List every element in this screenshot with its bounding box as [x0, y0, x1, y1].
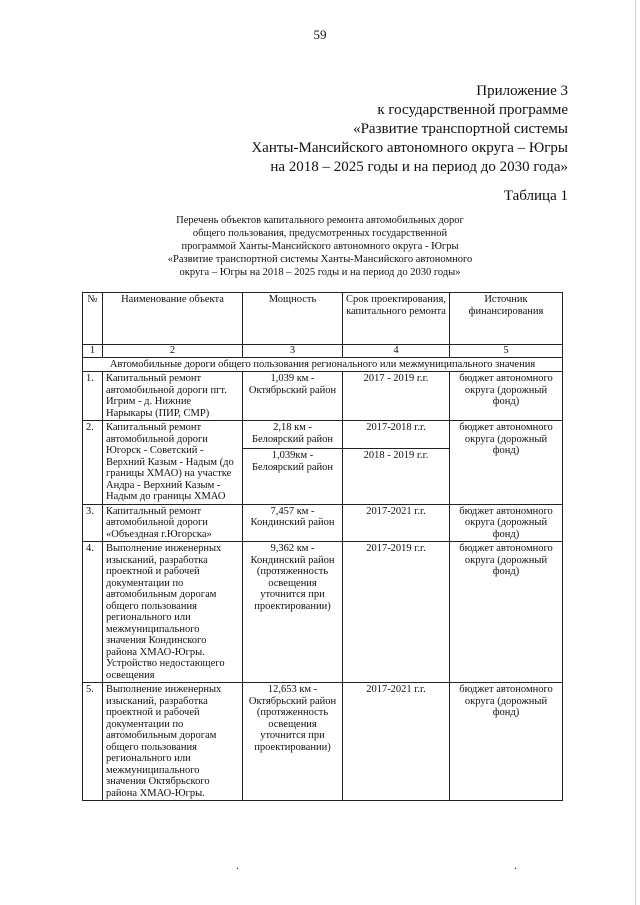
footer-mark: .	[514, 858, 517, 872]
appendix-line: «Развитие транспортной системы	[353, 121, 568, 137]
column-number: 2	[103, 345, 243, 358]
object-funding-source: бюджет автономного округа (дорожный фонд)	[450, 504, 563, 542]
object-term-split	[343, 421, 450, 505]
column-number: 1	[83, 345, 103, 358]
object-capacity-part: 1,039км - Белоярский район	[251, 450, 334, 473]
object-name: Выполнение инженерных изысканий, разработка проектной и рабочей документации по автомобильным дорогам общего пользования регионального или межмуниципального значения Кондинского района ХМАО-Югры. Устройство недостающего освещения	[103, 542, 243, 683]
column-number-row	[83, 345, 563, 358]
object-term-part: 2018 - 2019 г.г.	[363, 450, 429, 461]
appendix-line: к государственной программе	[377, 102, 568, 118]
object-term: 2017-2019 г.г.	[343, 542, 450, 683]
appendix-line: Приложение 3	[476, 83, 568, 99]
footer-mark: .	[236, 858, 239, 872]
object-capacity: 7,457 км - Кондинский район	[243, 504, 343, 542]
appendix-header	[251, 82, 568, 177]
caption-line: программой Ханты-Мансийского автономного округа - Югры	[181, 241, 459, 252]
table-row	[83, 421, 563, 505]
caption-line: Перечень объектов капитального ремонта автомобильных дорог	[176, 215, 464, 226]
object-funding-source: бюджет автономного округа (дорожный фонд)	[450, 542, 563, 683]
object-funding-source: бюджет автономного округа (дорожный фонд)	[450, 421, 563, 505]
table-row	[83, 504, 563, 542]
object-capacity-split	[243, 421, 343, 505]
object-name: Капитальный ремонт автомобильной дороги пгт. Игрим - д. Нижние Нарыкары (ПИР, СМР)	[103, 372, 243, 421]
table-header-row	[83, 293, 563, 345]
objects-table	[82, 292, 563, 801]
header-funding-source: Источник финансирования	[450, 293, 563, 345]
row-number: 3.	[83, 504, 103, 542]
object-term-part: 2017-2018 г.г.	[343, 421, 449, 449]
scan-edge-line	[635, 0, 636, 905]
object-funding-source: бюджет автономного округа (дорожный фонд)	[450, 683, 563, 801]
row-number: 5.	[83, 683, 103, 801]
caption-line: округа – Югры на 2018 – 2025 годы и на период до 2030 годы»	[179, 267, 461, 278]
column-number: 4	[343, 345, 450, 358]
object-name: Выполнение инженерных изысканий, разработка проектной и рабочей документации по автомобильным дорогам общего пользования регионального или межмуниципального значения Октябрьского района ХМАО-Югры.	[103, 683, 243, 801]
row-number: 2.	[83, 421, 103, 505]
table-caption	[150, 214, 490, 279]
header-object-name: Наименование объекта	[103, 293, 243, 345]
caption-line: «Развитие транспортной системы Ханты-Мансийского автономного	[167, 254, 473, 265]
object-capacity: 12,653 км - Октябрьский район (протяженность освещения уточнится при проектировании)	[243, 683, 343, 801]
table-row	[83, 683, 563, 801]
object-name: Капитальный ремонт автомобильной дороги Югорск - Советский - Верхний Казым - Надым (до границы ХМАО) на участке Андра - Верхний Казым - Надым до границы ХМАО	[103, 421, 243, 505]
header-capacity: Мощность	[243, 293, 343, 345]
table-row	[83, 372, 563, 421]
object-term: 2017 - 2019 г.г.	[343, 372, 450, 421]
objects-table-wrapper	[82, 292, 563, 801]
table-label: Таблица 1	[503, 188, 568, 204]
appendix-line: на 2018 – 2025 годы и на период до 2030 года»	[270, 159, 568, 175]
table-row	[83, 542, 563, 683]
section-title: Автомобильные дороги общего пользования регионального или межмуниципального значения	[83, 357, 563, 372]
object-capacity: 9,362 км - Кондинский район (протяженность освещения уточнится при проектировании)	[243, 542, 343, 683]
page-number: 59	[313, 27, 327, 42]
column-number: 3	[243, 345, 343, 358]
column-number: 5	[450, 345, 563, 358]
object-funding-source: бюджет автономного округа (дорожный фонд)	[450, 372, 563, 421]
object-term: 2017-2021 г.г.	[343, 683, 450, 801]
object-name: Капитальный ремонт автомобильной дороги «Объездная г.Югорска»	[103, 504, 243, 542]
caption-line: общего пользования, предусмотренных государственной	[192, 228, 448, 239]
section-row	[83, 357, 563, 372]
appendix-line: Ханты-Мансийского автономного округа – Югры	[251, 140, 568, 156]
header-term: Срок проектирования, капитального ремонта	[343, 293, 450, 345]
object-capacity-part: 2,18 км - Белоярский район	[243, 421, 342, 449]
row-number: 4.	[83, 542, 103, 683]
row-number: 1.	[83, 372, 103, 421]
object-term: 2017-2021 г.г.	[343, 504, 450, 542]
object-capacity: 1,039 км - Октябрьский район	[243, 372, 343, 421]
header-number: №	[83, 293, 103, 345]
